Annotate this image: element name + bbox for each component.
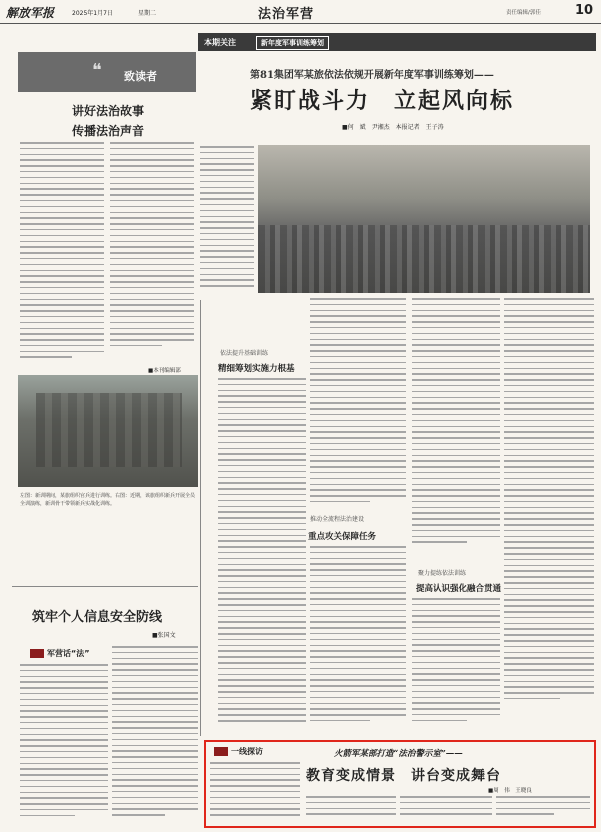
soldiers-photo — [18, 375, 198, 487]
lower-text-col1 — [20, 664, 108, 826]
highlight-text-col2 — [306, 796, 396, 824]
subsection-kicker: 依法提升基础训练 — [220, 350, 269, 357]
article-col-3b — [412, 598, 500, 732]
sidebar-title-line1: 讲好法治故事 — [72, 104, 145, 118]
reader-banner — [18, 52, 196, 92]
issue-weekday: 星期二 — [138, 10, 157, 17]
lower-section-author: ■张国文 — [152, 632, 176, 639]
main-article-title: 紧盯战斗力 立起风向标 — [250, 88, 515, 114]
training-photo — [258, 145, 590, 293]
horizontal-divider — [12, 586, 198, 587]
section2-title: 重点攻关保障任务 — [308, 532, 377, 542]
highlight-kicker: 火箭军某部打造“法治警示室”—— — [334, 749, 463, 759]
highlight-text-col4 — [496, 796, 590, 824]
main-article-bylines: ■何 斌 尹湘杰 本报记者 王子涛 — [342, 124, 444, 131]
highlight-title: 教育变成情景 讲台变成舞台 — [306, 768, 501, 784]
vertical-divider — [200, 300, 201, 736]
section-name: 法治军营 — [258, 7, 315, 22]
highlight-text-col1 — [210, 762, 300, 824]
highlight-column-label-text: 一线探访 — [231, 747, 263, 756]
sidebar-author: ■本刊编辑部 — [148, 368, 181, 374]
masthead: 解放军报 — [6, 6, 55, 20]
sidebar-text-col1 — [20, 142, 104, 362]
focus-topic: 新年度军事训练筹划 — [256, 36, 329, 50]
page-number: 10 — [575, 3, 594, 18]
responsible-editor: 责任编辑/郭佳 — [506, 10, 541, 16]
section3-kicker: 聚力提练依法训练 — [418, 570, 467, 577]
highlight-marker-icon — [214, 747, 228, 756]
subsection-title: 精细筹划实施力根基 — [218, 364, 295, 374]
reader-banner-label: 致读者 — [124, 70, 157, 83]
article-col-4 — [504, 298, 594, 732]
quote-icon: ❝ — [92, 60, 102, 81]
sidebar-title-line2: 传播法治声音 — [72, 124, 145, 138]
lower-section-heading: 筑牢个人信息安全防线 — [32, 610, 163, 625]
lower-text-col2 — [112, 646, 198, 826]
article-col-3 — [412, 298, 500, 560]
article-col-1 — [218, 378, 306, 732]
sidebar-text-col2 — [110, 142, 194, 362]
highlight-column-label — [214, 746, 263, 757]
highlight-author: ■周 伟 王晓良 — [488, 788, 532, 794]
column-label-law-text: 军营话“法” — [47, 649, 90, 658]
column-marker-icon — [30, 649, 44, 658]
article-col-2b — [310, 546, 406, 732]
section2-kicker: 推动全流程法治建设 — [310, 516, 365, 523]
focus-tag: 本期关注 — [204, 38, 236, 47]
issue-date: 2025年1月7日 — [72, 10, 113, 17]
photo-caption: 左图：新训期间，某旅组织官兵进行训练。右图：近期，该旅组织新兵开展全员全训演练，新训骨干带领新兵实战化训练。 — [20, 493, 196, 507]
article-col-2 — [310, 298, 406, 508]
column-label-law — [30, 648, 90, 659]
main-article-kicker: 第81集团军某旅依法依规开展新年度军事训练筹划—— — [250, 70, 494, 81]
highlight-text-col3 — [400, 796, 492, 824]
section3-title: 提高认识强化融合贯通 — [416, 584, 502, 594]
